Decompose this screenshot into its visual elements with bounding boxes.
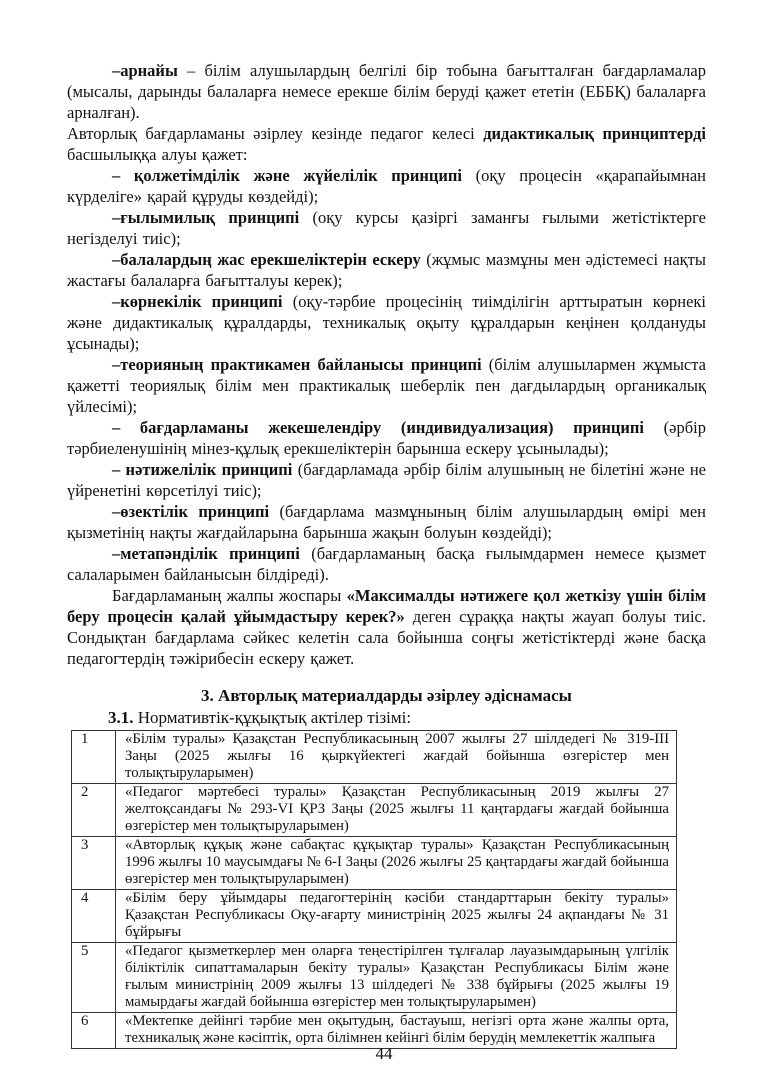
body-text-run: (білім алушылармен жұмыста қажетті теориялық білім мен практикалық шеберлік пен дағдылардың органикалық үйлесімі);: [67, 355, 706, 416]
body-text-run: басшылыққа алуы қажет:: [67, 145, 248, 164]
row-number: 2: [72, 784, 116, 837]
body-text-run: деген сұраққа нақты жауап болуы тиіс. Сондықтан бағдарлама сәйкес келетін сала бойынша соңғы жетістіктерді және басқа педагогтердің тәжірибесін ескеру қажет.: [67, 607, 706, 668]
body-text-run: (бағдарламада әрбір білім алушының не білетіні және не үйренетіні көрсетілуі тиіс);: [67, 460, 706, 500]
paragraph: [67, 417, 706, 459]
paragraph: [67, 291, 706, 354]
paragraph: [67, 60, 706, 123]
body-text-run: (бағдарлама мазмұнының білім алушылардың өмірі мен қызметінің нақты жағдайларына барынша жақын болуын көздейді);: [67, 502, 706, 542]
paragraph: [67, 207, 706, 249]
body-text-run: (әрбір тәрбиеленушінің мінез-құлық ерекшеліктерін барынша ескеру ұсынылады);: [67, 418, 706, 458]
normative-acts-table: [71, 730, 677, 1049]
paragraph: [67, 165, 706, 207]
body-text: [67, 60, 706, 669]
bold-text: – бағдарламаны жекешелендіру (индивидуализация) принципі: [112, 418, 644, 437]
paragraph: [67, 459, 706, 501]
table-row: [72, 943, 677, 1013]
bold-text: –көрнекілік принципі: [112, 292, 283, 311]
page-content: [67, 60, 706, 1049]
bold-text: –өзектілік принципі: [112, 502, 270, 521]
bold-text: дидактикалық принциптерді: [483, 124, 706, 143]
paragraph: [67, 543, 706, 585]
bold-text: «Максималды нәтижеге қол жеткізу үшін білім беру процесін қалай ұйымдастыру керек?»: [67, 586, 706, 626]
subsection-heading: [67, 707, 706, 729]
row-number: 4: [72, 890, 116, 943]
bold-text: – нәтижелілік принципі: [112, 460, 293, 479]
row-text: «Мектепке дейінгі тәрбие мен оқытудың, бастауыш, негізгі орта және жалпы орта, техникалық және кәсіптік, орта білімнен кейінгі білім берудің мемлекеттік жалпыға: [116, 1013, 677, 1049]
row-text: «Білім туралы» Қазақстан Республикасының 2007 жылғы 27 шілдедегі № 319-III Заңы (2025 жылғы 16 қыркүйектегі жағдай бойынша өзгерістер мен толықтыруларымен): [116, 731, 677, 784]
paragraph: [67, 354, 706, 417]
row-text: «Педагог қызметкерлер мен оларға теңестірілген тұлғалар лауазымдарының үлгілік біліктілік сипаттамаларын бекіту туралы» Қазақстан Республикасы Білім және ғылым министрінің 2009 жылғы 13 шілдедегі № 338 бұйрығы (2025 жылғы 19 мамырдағы жағдай бойынша өзгерістер мен толықтыруларымен): [116, 943, 677, 1013]
table-row: [72, 731, 677, 784]
subsection-number: 3.1.: [108, 708, 134, 727]
body-text-run: (оқу-тәрбие процесінің тиімділігін арттыратын көрнекі және дидактикалық құралдарды, техникалық оқыту құралдарын кеңінен қолдануды ұсынады);: [67, 292, 706, 353]
bold-text: –теорияның практикамен байланысы принципі: [112, 355, 482, 374]
subsection-title: Нормативтік-құқықтық актілер тізімі:: [133, 708, 412, 727]
body-text-run: Бағдарламаның жалпы жоспары: [112, 586, 347, 605]
body-text-run: (оқу процесін «қарапайымнан күрделіге» қарай құруды көздейді);: [67, 166, 706, 206]
bold-text: –метапәнділік принципі: [112, 544, 300, 563]
bold-text: – қолжетімділік және жүйелілік принципі: [112, 166, 463, 185]
section-heading: 3. Авторлық материалдарды әзірлеу әдіснамасы: [201, 686, 572, 705]
body-text-run: (жұмыс мазмұны мен әдістемесі нақты жастағы балаларға бағытталуы керек);: [67, 250, 706, 290]
row-number: 5: [72, 943, 116, 1013]
row-number: 3: [72, 837, 116, 890]
page-number: 44: [375, 1044, 393, 1063]
table-row: [72, 784, 677, 837]
body-text-run: (бағдарламаның басқа ғылымдармен немесе қызмет салаларымен байланысын білдіреді).: [67, 544, 706, 584]
row-text: «Білім беру ұйымдары педагогтерінің кәсіби стандарттарын бекіту туралы» Қазақстан Республикасы Оқу-ағарту министрінің 2025 жылғы 24 ақпандағы № 31 бұйрығы: [116, 890, 677, 943]
row-text: «Педагог мәртебесі туралы» Қазақстан Республикасының 2019 жылғы 27 желтоқсандағы № 293-VI ҚРЗ Заңы (2025 жылғы 11 қаңтардағы жағдай бойынша өзгерістер мен толықтыруларымен): [116, 784, 677, 837]
row-number: 1: [72, 731, 116, 784]
bold-text: –балалардың жас ерекшеліктерін ескеру: [112, 250, 421, 269]
bold-text: –ғылымилық принципі: [112, 208, 300, 227]
body-text-run: (оқу курсы қазіргі заманғы ғылыми жетістіктерге негізделуі тиіс);: [67, 208, 706, 248]
row-text: «Авторлық құқық және сабақтас құқықтар туралы» Қазақстан Республикасының 1996 жылғы 10 маусымдағы № 6-I Заңы (2026 жылғы 25 қаңтардағы жағдай бойынша өзгерістер мен толықтыруларымен): [116, 837, 677, 890]
paragraph: [67, 501, 706, 543]
body-text-run: Авторлық бағдарламаны әзірлеу кезінде педагог келесі: [67, 124, 484, 143]
paragraph: [67, 123, 706, 165]
acts-table-body: [72, 731, 677, 1049]
paragraph: [67, 249, 706, 291]
paragraph: [67, 585, 706, 669]
body-text-run: – білім алушылардың белгілі бір тобына бағытталған бағдарламалар (мысалы, дарынды балаларға немесе ерекше білім беруді қажет ететін (ЕББҚ) балаларға арналған).: [67, 61, 706, 122]
table-row: [72, 890, 677, 943]
table-row: [72, 837, 677, 890]
bold-text: –арнайы: [112, 61, 178, 80]
row-number: 6: [72, 1013, 116, 1049]
